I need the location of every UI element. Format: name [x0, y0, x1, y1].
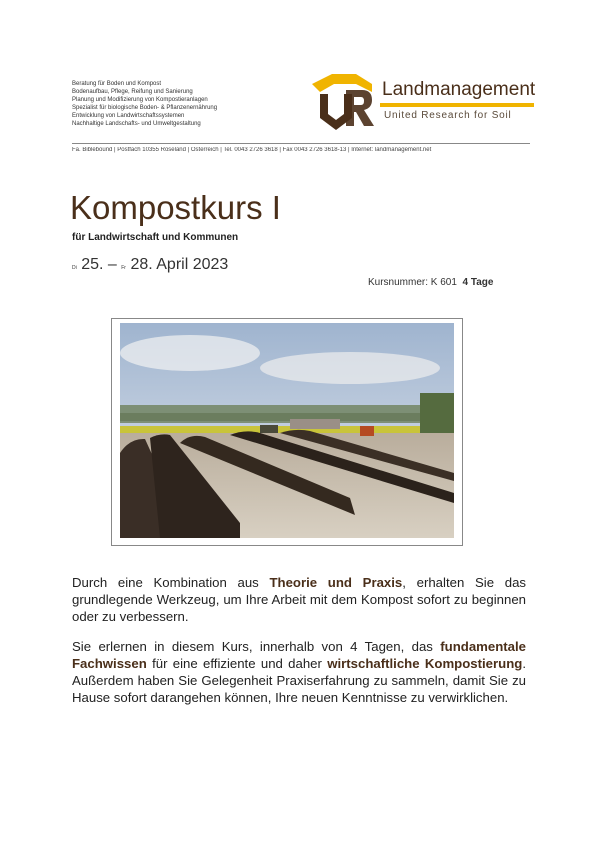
date-dash: – — [107, 256, 117, 273]
service-item: Beratung für Boden und Kompost — [72, 81, 162, 87]
highlight-fachwissen: fundamentale Fachwissen — [72, 639, 526, 671]
text-span: für eine effiziente und daher — [146, 656, 328, 671]
start-weekday: Di — [72, 265, 77, 271]
end-date: 28. April 2023 — [130, 256, 229, 273]
logo-tagline: United Research for Soil — [384, 110, 512, 121]
highlight-theory-practice: Theorie und Praxis — [269, 575, 403, 590]
page-title: Kompostkurs I — [70, 189, 281, 226]
services-list — [72, 80, 282, 128]
logo-accent-bar — [380, 103, 534, 107]
text-span: . Außerdem haben Sie Gelegenheit Praxiserfahrung zu sammeln, damit Sie zu Hause sofort darangehen können, Ihre neuen Kenntnisse zu verwirklichen. — [72, 656, 526, 705]
highlight-kompostierung: wirtschaftliche Kompostierung — [327, 656, 523, 671]
page-subtitle: für Landwirtschaft und Kommunen — [72, 232, 239, 243]
company-logo — [306, 70, 536, 132]
text-span: , erhalten Sie das grundlegende Werkzeug, um Ihre Arbeit mit dem Kompost sofort zu beginnen oder zu verbessern. — [72, 575, 526, 624]
header-divider — [72, 143, 530, 144]
text-span: Sie erlernen in diesem Kurs, innerhalb von 4 Tagen, das — [72, 639, 441, 654]
ur-logo-icon — [306, 70, 378, 132]
start-date: 25. — [81, 256, 104, 273]
intro-paragraph — [72, 574, 526, 625]
course-number — [368, 277, 493, 288]
photo-frame — [111, 318, 463, 546]
end-weekday: Fr — [121, 265, 126, 271]
course-dates — [72, 256, 228, 274]
service-item: Nachhaltige Landschafts- und Umweltgestaltung — [72, 121, 201, 127]
service-item: Entwicklung von Landwirtschaftssystemen — [72, 113, 185, 119]
contact-line: Fa. Biblebound | Postfach 10355 Roseland | Österreich | Tel. 0043 2726 3618 | Fax 0043 2726 3618-13 | Internet: landmanagement.net — [72, 147, 432, 153]
service-item: Planung und Modifizierung von Kompostieranlagen — [72, 97, 208, 103]
service-item: Spezialist für biologische Boden- & Pflanzenernährung — [72, 105, 218, 111]
logo-wordmark: Landmanagement — [382, 79, 536, 100]
course-duration: 4 Tage — [462, 277, 494, 288]
course-number-label: Kursnummer: K 601 — [368, 277, 457, 288]
text-span: Durch eine Kombination aus — [72, 575, 270, 590]
details-paragraph — [72, 638, 526, 706]
compost-windrows-photo — [120, 323, 454, 538]
service-item: Bodenaufbau, Pflege, Reifung und Sanierung — [72, 89, 193, 95]
